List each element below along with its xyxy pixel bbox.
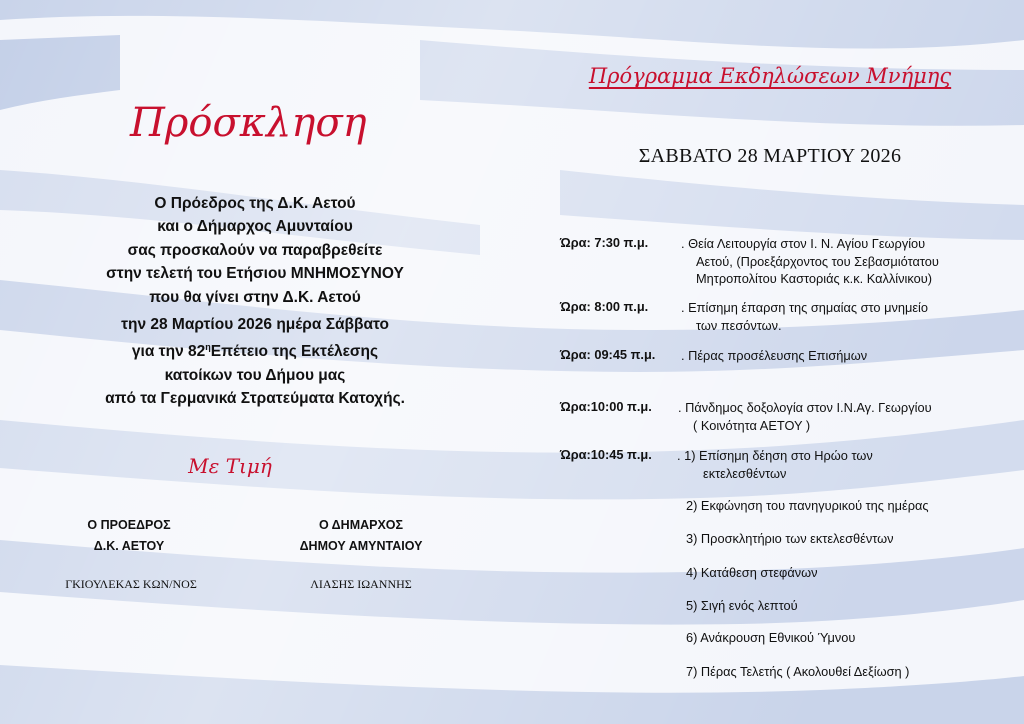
invitation-anniversary-line [40, 336, 470, 363]
signatory-role: Δ.Κ. ΑΕΤΟΥ [93, 539, 165, 553]
schedule-time: Ώρα: 7:30 π.μ. [560, 235, 649, 250]
ceremony-item: 2) Εκφώνηση του πανηγυρικού της ημέρας [686, 498, 929, 513]
schedule-line: . Επίσημη έπαρση της σημαίας στο μνημείο [681, 300, 928, 315]
invitation-line: την 28 Μαρτίου 2026 ημέρα Σάββατο [121, 316, 389, 334]
signatory-role: ΔΗΜΟΥ ΑΜΥΝΤΑΙΟΥ [299, 539, 423, 553]
schedule-line: . Πάνδημος δοξολογία στον Ι.Ν.Αγ. Γεωργίου [678, 400, 932, 415]
invitation-text [40, 192, 470, 411]
signatory-role: Ο ΠΡΟΕΔΡΟΣ [87, 518, 171, 532]
schedule-description [677, 447, 997, 482]
schedule-line: Αετού, (Προεξάρχοντος του Σεβασμιότατου [696, 253, 939, 269]
anniversary-prefix: για την 82 [131, 343, 206, 361]
anniversary-suffix: Επέτειο της Εκτέλεσης [210, 343, 379, 361]
schedule-line: . Θεία Λειτουργία στον Ι. Ν. Αγίου Γεωργίου [681, 236, 926, 251]
invitation-line: κατοίκων του Δήμου μας [164, 366, 346, 384]
invitation-line: από τα Γερμανικά Στρατεύματα Κατοχής. [105, 390, 405, 408]
signatory-mayor [261, 515, 461, 557]
honor-signoff: Με Τιμή [188, 454, 272, 478]
schedule-description [681, 235, 1001, 288]
program-title: Πρόγραμμα Εκδηλώσεων Μνήμης [588, 64, 952, 88]
schedule-time: Ώρα: 09:45 π.μ. [560, 347, 656, 362]
ceremony-item: 6) Ανάκρουση Εθνικού Ύμνου [686, 630, 856, 645]
ceremony-item: 3) Προσκλητήριο των εκτελεσθέντων [686, 531, 894, 546]
schedule-description [678, 399, 998, 434]
program-date: ΣΑΒΒΑΤΟ 28 ΜΑΡΤΙΟΥ 2026 [638, 145, 902, 167]
schedule-line: των πεσόντων. [696, 317, 782, 333]
ceremony-item: 5) Σιγή ενός λεπτού [686, 598, 798, 613]
signatory-role: Ο ΔΗΜΑΡΧΟΣ [318, 518, 404, 532]
invitation-line: σας προσκαλούν να παραβρεθείτε [127, 241, 383, 259]
signatory-president [29, 515, 229, 557]
invitation-line: Ο Πρόεδρος της Δ.Κ. Αετού [154, 195, 356, 212]
ceremony-item: 7) Πέρας Τελετής ( Ακολουθεί Δεξίωση ) [686, 664, 910, 679]
schedule-time: Ώρα:10:45 π.μ. [560, 447, 652, 462]
schedule-line: . Πέρας προσέλευσης Επισήμων [681, 348, 868, 363]
schedule-line: . 1) Επίσημη δέηση στο Ηρώο των [677, 448, 873, 463]
invitation-line: στην τελετή του Ετήσιου ΜΝΗΜΟΣΥΝΟΥ [106, 265, 404, 283]
invitation-line: και ο Δήμαρχος Αμυνταίου [157, 218, 353, 236]
schedule-description [681, 347, 1001, 365]
ceremony-item: 4) Κατάθεση στεφάνων [686, 565, 818, 580]
schedule-time: Ώρα:10:00 π.μ. [560, 399, 652, 414]
schedule-time: Ώρα: 8:00 π.μ. [560, 299, 649, 314]
schedule-description [681, 299, 1001, 334]
invitation-line: που θα γίνει στην Δ.Κ. Αετού [149, 288, 361, 306]
schedule-line: ( Κοινότητα ΑΕΤΟΥ ) [693, 417, 811, 433]
schedule-line: Μητροπολίτου Καστοριάς κ.κ. Καλλίνικου) [696, 271, 933, 286]
schedule-line: εκτελεσθέντων [703, 465, 787, 481]
invitation-title: Πρόσκληση [130, 100, 367, 146]
signatory-name: ΓΚΙΟΥΛΕΚΑΣ ΚΩΝ/ΝΟΣ [65, 577, 197, 591]
signatory-name: ΛΙΑΣΗΣ ΙΩΑΝΝΗΣ [310, 577, 412, 591]
anniversary-superscript: η [205, 342, 211, 353]
